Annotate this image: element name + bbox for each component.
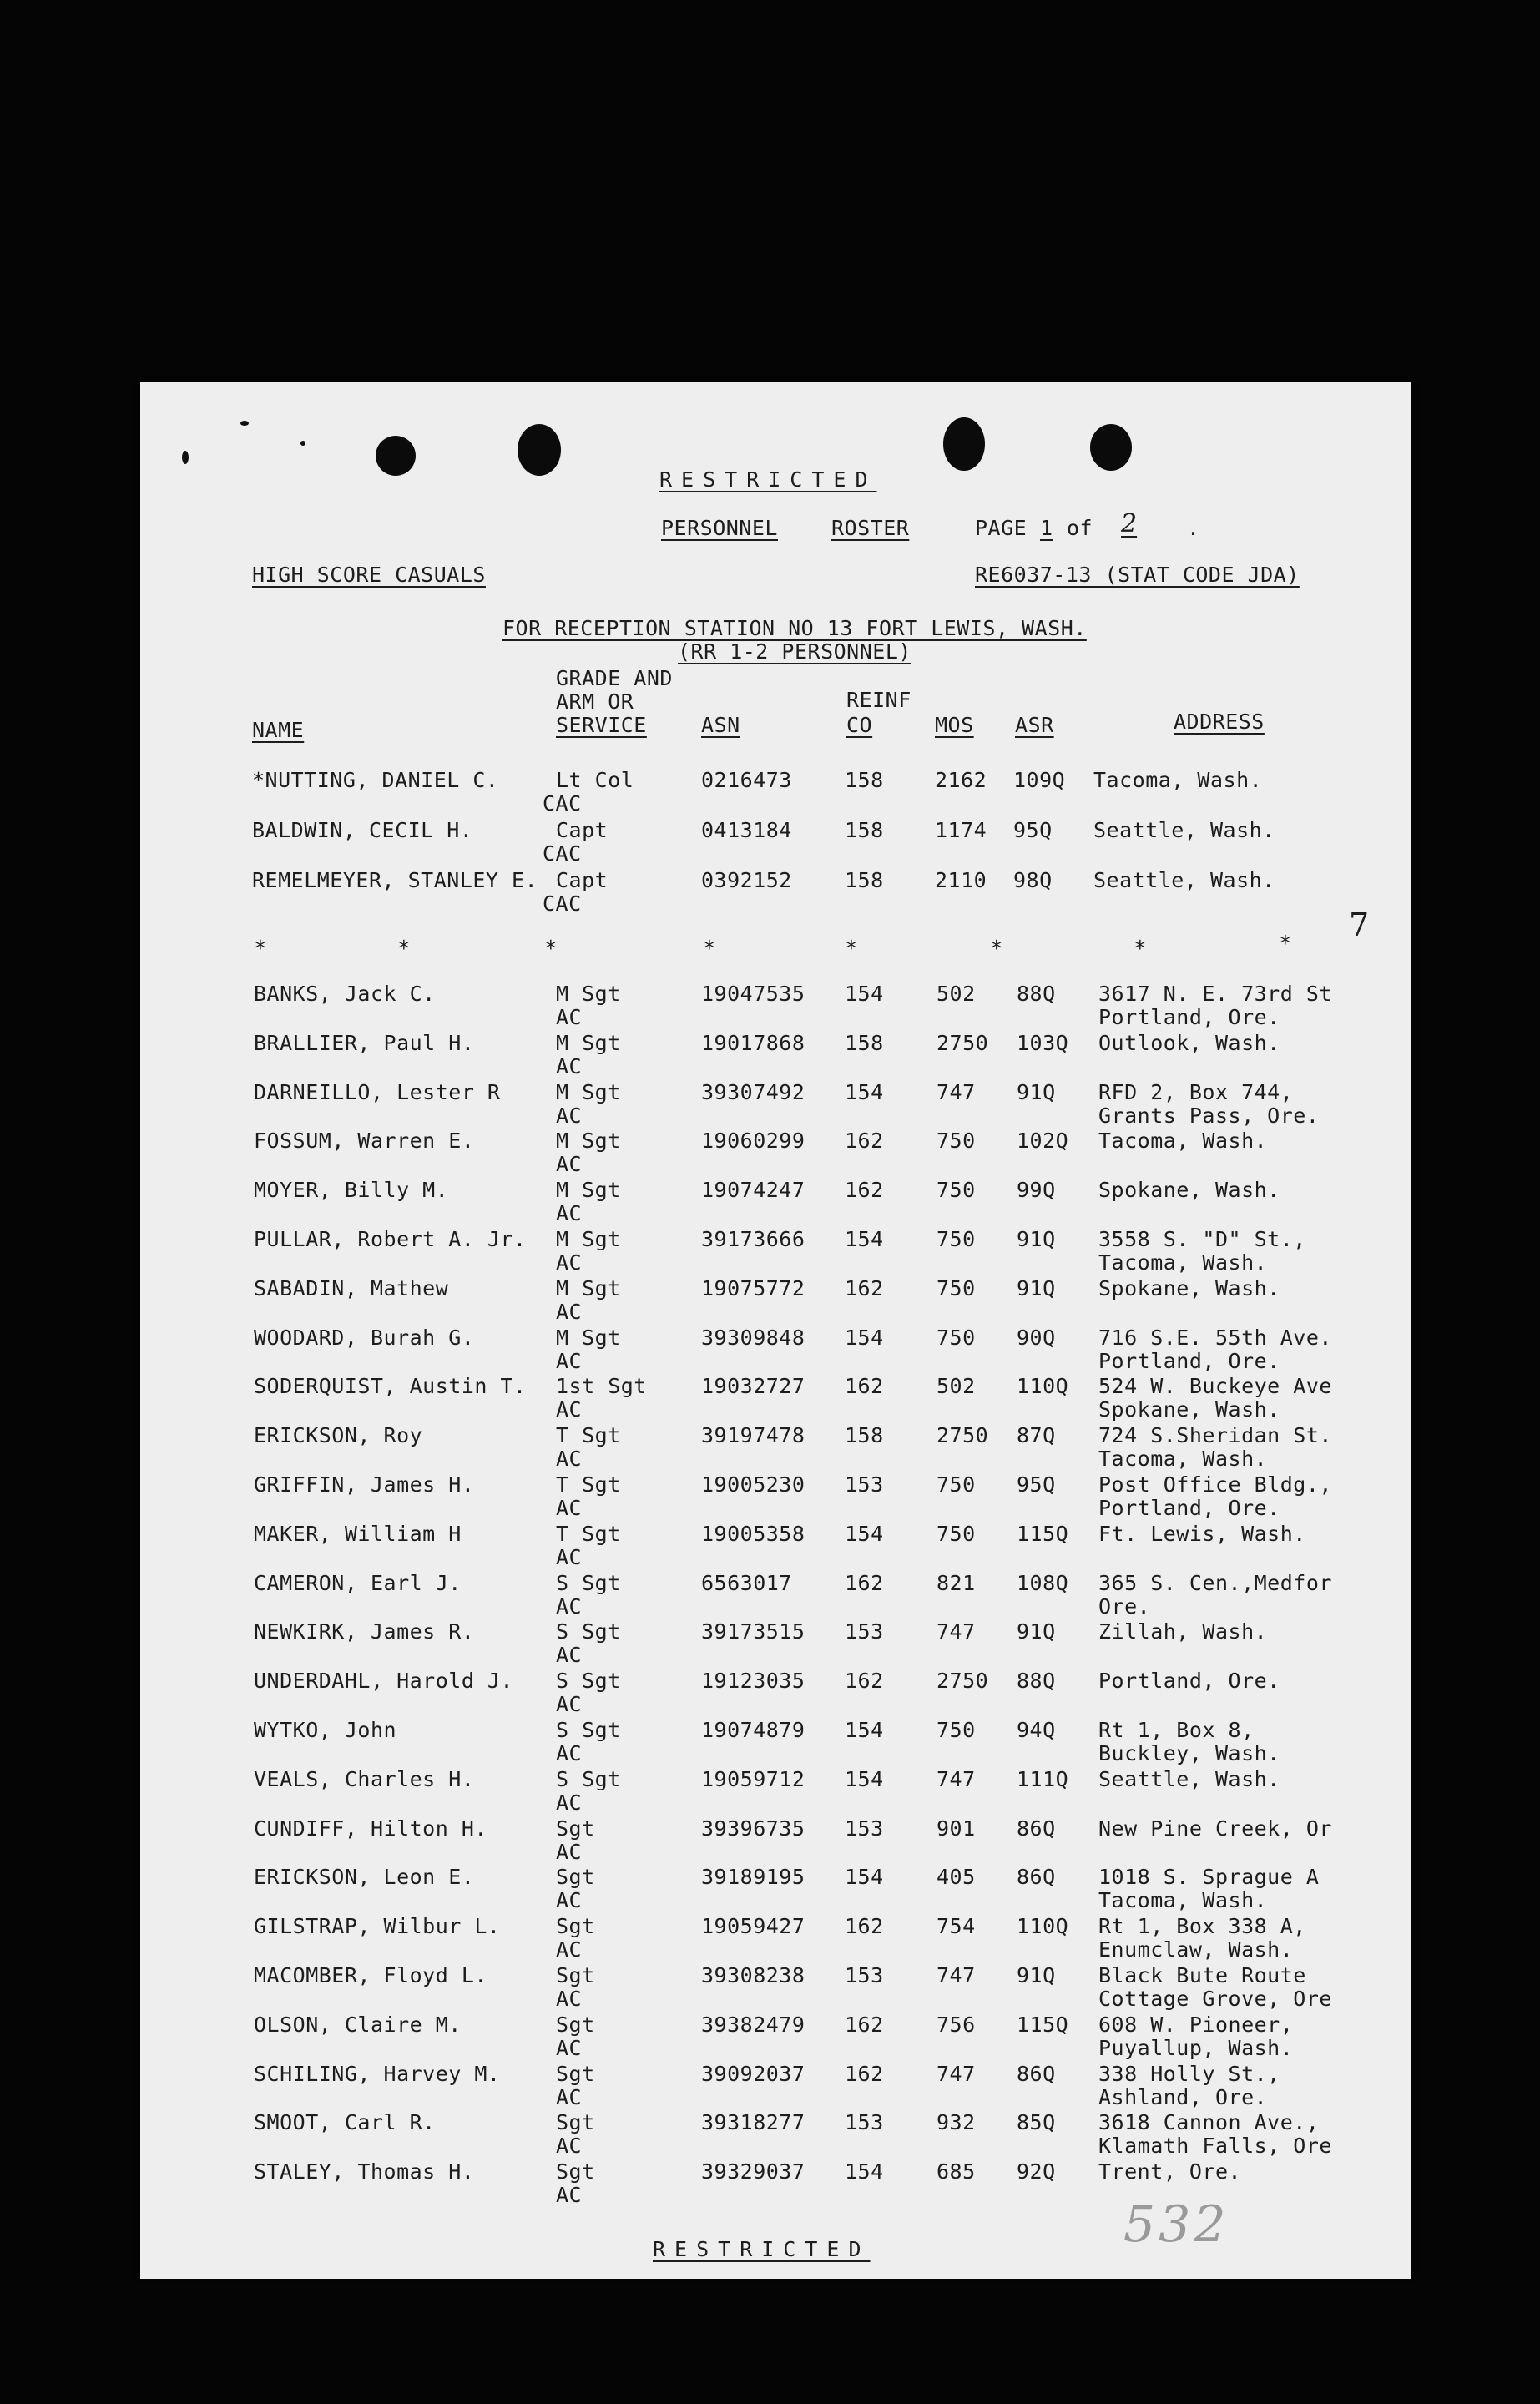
asr-cell: 94Q bbox=[1017, 1718, 1056, 1742]
ink-speck bbox=[240, 421, 249, 426]
asn-cell: 39189195 bbox=[701, 1865, 805, 1890]
arm-service-cell: AC bbox=[556, 1643, 583, 1668]
col-grade-l3: SERVICE bbox=[556, 713, 647, 737]
mos-cell: 750 bbox=[937, 1129, 976, 1154]
reinf-co-cell: 162 bbox=[845, 2061, 884, 2086]
asr-cell: 102Q bbox=[1017, 1129, 1069, 1154]
asr-cell: 92Q bbox=[1017, 2159, 1056, 2184]
reinf-co-cell: 154 bbox=[845, 1718, 884, 1742]
arm-service-cell: AC bbox=[556, 1201, 583, 1226]
grade-cell: Lt Col bbox=[556, 768, 634, 792]
order-code: RE6037-13 (STAT CODE JDA) bbox=[975, 563, 1300, 587]
separator-star: * bbox=[703, 937, 717, 962]
soldier-name: FOSSUM, Warren E. bbox=[254, 1129, 475, 1154]
asn-cell: 39309848 bbox=[701, 1325, 805, 1350]
grade-cell: Sgt bbox=[556, 1816, 595, 1841]
mos-cell: 747 bbox=[937, 1766, 976, 1791]
reinf-co-cell: 158 bbox=[845, 1030, 884, 1055]
separator-star: * bbox=[397, 937, 412, 962]
soldier-name: WYTKO, John bbox=[254, 1718, 397, 1742]
soldier-name: GRIFFIN, James H. bbox=[254, 1472, 475, 1497]
classification-bottom: RESTRICTED bbox=[653, 2237, 871, 2261]
mos-cell: 750 bbox=[937, 1275, 976, 1300]
mos-cell: 1174 bbox=[935, 818, 987, 842]
asr-cell: 115Q bbox=[1017, 2012, 1069, 2037]
mos-cell: 750 bbox=[937, 1521, 976, 1546]
asn-cell: 0392152 bbox=[701, 868, 792, 892]
arm-service-cell: AC bbox=[556, 1937, 583, 1962]
mos-cell: 2750 bbox=[937, 1030, 989, 1055]
soldier-name: PULLAR, Robert A. Jr. bbox=[254, 1227, 527, 1251]
asn-cell: 19074247 bbox=[701, 1178, 805, 1203]
reinf-co-cell: 158 bbox=[845, 868, 884, 892]
grade-cell: Sgt bbox=[556, 1963, 595, 1987]
asn-cell: 39173515 bbox=[701, 1619, 805, 1644]
arm-service-cell: CAC bbox=[543, 791, 582, 816]
soldier-name: SCHILING, Harvey M. bbox=[254, 2061, 501, 2086]
page-label: PAGE bbox=[975, 516, 1028, 540]
address-line1: 3558 S. "D" St., bbox=[1098, 1227, 1306, 1251]
soldier-name: MAKER, William H bbox=[254, 1521, 462, 1546]
address-line1: Rt 1, Box 338 A, bbox=[1098, 1914, 1306, 1939]
mos-cell: 2750 bbox=[937, 1669, 989, 1694]
asn-cell: 0216473 bbox=[701, 768, 792, 792]
mos-cell: 750 bbox=[937, 1178, 976, 1203]
col-grade-l1: GRADE AND bbox=[556, 666, 673, 690]
grade-cell: M Sgt bbox=[556, 1275, 621, 1300]
arm-service-cell: AC bbox=[556, 1839, 583, 1864]
address-line1: Spokane, Wash. bbox=[1098, 1275, 1280, 1300]
address-line1: 1018 S. Sprague A bbox=[1098, 1865, 1320, 1890]
punch-hole bbox=[1090, 424, 1132, 471]
arm-service-cell: AC bbox=[556, 1152, 583, 1177]
address-line2: Tacoma, Wash. bbox=[1098, 1888, 1268, 1913]
address-line1: Seattle, Wash. bbox=[1093, 818, 1275, 842]
asr-cell: 86Q bbox=[1017, 1865, 1056, 1890]
arm-service-cell: AC bbox=[556, 1544, 583, 1569]
col-grade-l2: ARM OR bbox=[556, 689, 634, 714]
asr-cell: 98Q bbox=[1013, 868, 1053, 892]
ink-speck bbox=[300, 441, 305, 446]
asr-cell: 95Q bbox=[1017, 1472, 1056, 1497]
separator-star: * bbox=[845, 937, 859, 962]
reinf-co-cell: 153 bbox=[845, 1816, 884, 1841]
grade-cell: T Sgt bbox=[556, 1423, 621, 1448]
address-line1: 608 W. Pioneer, bbox=[1098, 2012, 1294, 2037]
address-line1: Spokane, Wash. bbox=[1098, 1178, 1280, 1203]
arm-service-cell: AC bbox=[556, 1053, 583, 1078]
address-line1: 524 W. Buckeye Ave bbox=[1098, 1374, 1332, 1399]
asr-cell: 86Q bbox=[1017, 2061, 1056, 2086]
asn-cell: 39092037 bbox=[701, 2061, 805, 2086]
asn-cell: 19032727 bbox=[701, 1374, 805, 1399]
mos-cell: 2162 bbox=[935, 768, 987, 792]
address-line1: 724 S.Sheridan St. bbox=[1098, 1423, 1332, 1448]
soldier-name: SMOOT, Carl R. bbox=[254, 2110, 436, 2135]
soldier-name: SODERQUIST, Austin T. bbox=[254, 1374, 527, 1399]
mos-cell: 821 bbox=[937, 1570, 976, 1595]
asr-cell: 91Q bbox=[1017, 1619, 1056, 1644]
reinf-co-cell: 153 bbox=[845, 1619, 884, 1644]
reinf-co-cell: 153 bbox=[845, 1963, 884, 1987]
soldier-name: ERICKSON, Roy bbox=[254, 1423, 423, 1448]
arm-service-cell: AC bbox=[556, 1741, 583, 1765]
roster-title-personnel: PERSONNEL bbox=[661, 516, 778, 540]
asn-cell: 19074879 bbox=[701, 1718, 805, 1742]
grade-cell: S Sgt bbox=[556, 1570, 621, 1595]
reinf-co-cell: 154 bbox=[845, 2159, 884, 2184]
mos-cell: 502 bbox=[937, 982, 976, 1006]
grade-cell: S Sgt bbox=[556, 1669, 621, 1694]
address-line1: Tacoma, Wash. bbox=[1098, 1129, 1268, 1154]
soldier-name: CUNDIFF, Hilton H. bbox=[254, 1816, 487, 1841]
grade-cell: Capt bbox=[556, 818, 608, 842]
asr-cell: 86Q bbox=[1017, 1816, 1056, 1841]
asr-cell: 87Q bbox=[1017, 1423, 1056, 1448]
soldier-name: CAMERON, Earl J. bbox=[254, 1570, 462, 1595]
address-line2: Buckley, Wash. bbox=[1098, 1741, 1280, 1765]
mos-cell: 747 bbox=[937, 1079, 976, 1104]
asn-cell: 39329037 bbox=[701, 2159, 805, 2184]
address-line1: Zillah, Wash. bbox=[1098, 1619, 1268, 1644]
reinf-co-cell: 162 bbox=[845, 1275, 884, 1300]
asn-cell: 39382479 bbox=[701, 2012, 805, 2037]
grade-cell: S Sgt bbox=[556, 1619, 621, 1644]
address-line1: Trent, Ore. bbox=[1098, 2159, 1242, 2184]
grade-cell: Sgt bbox=[556, 2061, 595, 2086]
soldier-name: DARNEILLO, Lester R bbox=[254, 1079, 501, 1104]
asn-cell: 0413184 bbox=[701, 818, 792, 842]
address-line1: Portland, Ore. bbox=[1098, 1669, 1280, 1694]
grade-cell: M Sgt bbox=[556, 1129, 621, 1154]
asr-cell: 111Q bbox=[1017, 1766, 1069, 1791]
ink-speck bbox=[182, 451, 189, 464]
address-line2: Klamath Falls, Ore bbox=[1098, 2134, 1332, 2159]
arm-service-cell: AC bbox=[556, 2035, 583, 2060]
mos-cell: 756 bbox=[937, 2012, 976, 2037]
asn-cell: 39197478 bbox=[701, 1423, 805, 1448]
arm-service-cell: AC bbox=[556, 1250, 583, 1275]
grade-cell: Sgt bbox=[556, 1865, 595, 1890]
mos-cell: 405 bbox=[937, 1865, 976, 1890]
reinf-co-cell: 154 bbox=[845, 1079, 884, 1104]
col-mos: MOS bbox=[935, 713, 974, 737]
punch-hole bbox=[376, 436, 416, 476]
arm-service-cell: AC bbox=[556, 1888, 583, 1913]
asn-cell: 39173666 bbox=[701, 1227, 805, 1251]
asn-cell: 39396735 bbox=[701, 1816, 805, 1841]
asr-cell: 85Q bbox=[1017, 2110, 1056, 2135]
grade-cell: T Sgt bbox=[556, 1521, 621, 1546]
address-line1: Seattle, Wash. bbox=[1098, 1766, 1280, 1791]
mos-cell: 750 bbox=[937, 1472, 976, 1497]
address-line2: Spokane, Wash. bbox=[1098, 1397, 1280, 1422]
asr-cell: 109Q bbox=[1013, 768, 1066, 792]
asr-cell: 110Q bbox=[1017, 1914, 1069, 1939]
roster-title-roster: ROSTER bbox=[831, 516, 910, 540]
arm-service-cell: AC bbox=[556, 1593, 583, 1619]
address-line1: 3618 Cannon Ave., bbox=[1098, 2110, 1320, 2135]
soldier-name: NEWKIRK, James R. bbox=[254, 1619, 475, 1644]
asn-cell: 19017868 bbox=[701, 1030, 805, 1055]
asn-cell: 19060299 bbox=[701, 1129, 805, 1154]
page-end: . bbox=[1187, 516, 1200, 540]
grade-cell: S Sgt bbox=[556, 1718, 621, 1742]
grade-cell: Sgt bbox=[556, 1914, 595, 1939]
separator-star: * bbox=[990, 937, 1004, 962]
address-line1: New Pine Creek, Or bbox=[1098, 1816, 1332, 1841]
address-line1: 365 S. Cen.,Medfor bbox=[1098, 1570, 1332, 1595]
address-line1: Post Office Bldg., bbox=[1098, 1472, 1332, 1497]
asr-cell: 95Q bbox=[1013, 818, 1053, 842]
asr-cell: 88Q bbox=[1017, 1669, 1056, 1694]
address-line1: 3617 N. E. 73rd St bbox=[1098, 982, 1332, 1006]
asn-cell: 19075772 bbox=[701, 1275, 805, 1300]
arm-service-cell: AC bbox=[556, 1692, 583, 1717]
address-line2: Portland, Ore. bbox=[1098, 1348, 1280, 1373]
asn-cell: 39318277 bbox=[701, 2110, 805, 2135]
address-line2: Enumclaw, Wash. bbox=[1098, 1937, 1294, 1962]
address-line2: Puyallup, Wash. bbox=[1098, 2035, 1294, 2060]
grade-cell: M Sgt bbox=[556, 982, 621, 1006]
col-name: NAME bbox=[252, 718, 305, 742]
grade-cell: M Sgt bbox=[556, 1079, 621, 1104]
asr-cell: 103Q bbox=[1017, 1030, 1069, 1055]
mos-cell: 901 bbox=[937, 1816, 976, 1841]
asn-cell: 39307492 bbox=[701, 1079, 805, 1104]
arm-service-cell: AC bbox=[556, 1447, 583, 1472]
separator-star: * bbox=[1134, 937, 1148, 962]
asr-cell: 91Q bbox=[1017, 1275, 1056, 1300]
grade-cell: 1st Sgt bbox=[556, 1374, 647, 1399]
asn-cell: 19123035 bbox=[701, 1669, 805, 1694]
soldier-name: UNDERDAHL, Harold J. bbox=[254, 1669, 514, 1694]
address-line1: Ft. Lewis, Wash. bbox=[1098, 1521, 1306, 1546]
arm-service-cell: AC bbox=[556, 2134, 583, 2159]
soldier-name: BRALLIER, Paul H. bbox=[254, 1030, 475, 1055]
reinf-co-cell: 162 bbox=[845, 1178, 884, 1203]
reinf-co-cell: 162 bbox=[845, 1914, 884, 1939]
reinf-co-cell: 162 bbox=[845, 1570, 884, 1595]
page-number: 1 bbox=[1040, 516, 1053, 540]
soldier-name: *NUTTING, DANIEL C. bbox=[252, 768, 499, 792]
reinf-co-cell: 162 bbox=[845, 1669, 884, 1694]
mos-cell: 750 bbox=[937, 1325, 976, 1350]
asn-cell: 19005230 bbox=[701, 1472, 805, 1497]
mos-cell: 754 bbox=[937, 1914, 976, 1939]
asr-cell: 91Q bbox=[1017, 1963, 1056, 1987]
soldier-name: VEALS, Charles H. bbox=[254, 1766, 475, 1791]
personnel-subtitle: (RR 1-2 PERSONNEL) bbox=[678, 639, 911, 664]
soldier-name: OLSON, Claire M. bbox=[254, 2012, 462, 2037]
address-line2: Ore. bbox=[1098, 1593, 1151, 1619]
soldier-name: MACOMBER, Floyd L. bbox=[254, 1963, 487, 1987]
arm-service-cell: AC bbox=[556, 1790, 583, 1815]
reinf-co-cell: 154 bbox=[845, 1227, 884, 1251]
margin-mark: 7 bbox=[1349, 907, 1370, 943]
address-line1: Seattle, Wash. bbox=[1093, 868, 1275, 892]
soldier-name: SABADIN, Mathew bbox=[254, 1275, 449, 1300]
reinf-co-cell: 154 bbox=[845, 1325, 884, 1350]
handwritten-number: 532 bbox=[1123, 2195, 1229, 2254]
reinf-co-cell: 153 bbox=[845, 2110, 884, 2135]
arm-service-cell: AC bbox=[556, 1299, 583, 1324]
soldier-name: WOODARD, Burah G. bbox=[254, 1325, 475, 1350]
grade-cell: M Sgt bbox=[556, 1227, 621, 1251]
grade-cell: T Sgt bbox=[556, 1472, 621, 1497]
address-line2: Grants Pass, Ore. bbox=[1098, 1103, 1320, 1128]
mos-cell: 2750 bbox=[937, 1423, 989, 1448]
asr-cell: 115Q bbox=[1017, 1521, 1069, 1546]
address-line1: RFD 2, Box 744, bbox=[1098, 1079, 1294, 1104]
asr-cell: 90Q bbox=[1017, 1325, 1056, 1350]
address-line2: Portland, Ore. bbox=[1098, 1496, 1280, 1520]
page-total: 2 bbox=[1121, 509, 1138, 538]
grade-cell: Sgt bbox=[556, 2159, 595, 2184]
address-line2: Portland, Ore. bbox=[1098, 1005, 1280, 1029]
asn-cell: 19047535 bbox=[701, 982, 805, 1006]
arm-service-cell: CAC bbox=[543, 891, 582, 916]
asr-cell: 99Q bbox=[1017, 1178, 1056, 1203]
col-reinf-l2: CO bbox=[846, 713, 873, 737]
address-line1: 338 Holly St., bbox=[1098, 2061, 1280, 2086]
classification-top: RESTRICTED bbox=[659, 467, 877, 492]
reinf-co-cell: 158 bbox=[845, 1423, 884, 1448]
mos-cell: 2110 bbox=[935, 868, 987, 892]
col-reinf-l1: REINF bbox=[846, 688, 911, 712]
grade-cell: M Sgt bbox=[556, 1030, 621, 1055]
arm-service-cell: AC bbox=[556, 1005, 583, 1029]
mos-cell: 932 bbox=[937, 2110, 976, 2135]
reinf-co-cell: 158 bbox=[845, 768, 884, 792]
arm-service-cell: AC bbox=[556, 1103, 583, 1128]
soldier-name: BALDWIN, CECIL H. bbox=[252, 818, 473, 842]
reinf-co-cell: 154 bbox=[845, 1766, 884, 1791]
col-address: ADDRESS bbox=[1174, 710, 1265, 734]
reinf-co-cell: 153 bbox=[845, 1472, 884, 1497]
soldier-name: REMELMEYER, STANLEY E. bbox=[252, 868, 538, 892]
soldier-name: STALEY, Thomas H. bbox=[254, 2159, 475, 2184]
reinf-co-cell: 162 bbox=[845, 2012, 884, 2037]
punch-hole bbox=[943, 417, 985, 471]
page-of: of bbox=[1067, 516, 1093, 540]
grade-cell: Sgt bbox=[556, 2110, 595, 2135]
asn-cell: 19005358 bbox=[701, 1521, 805, 1546]
mos-cell: 750 bbox=[937, 1227, 976, 1251]
reinf-co-cell: 158 bbox=[845, 818, 884, 842]
mos-cell: 750 bbox=[937, 1718, 976, 1742]
address-line1: 716 S.E. 55th Ave. bbox=[1098, 1325, 1332, 1350]
col-asn: ASN bbox=[701, 713, 740, 737]
asr-cell: 91Q bbox=[1017, 1227, 1056, 1251]
punch-hole bbox=[518, 424, 561, 476]
mos-cell: 747 bbox=[937, 1963, 976, 1987]
soldier-name: ERICKSON, Leon E. bbox=[254, 1865, 475, 1890]
grade-cell: M Sgt bbox=[556, 1178, 621, 1203]
mos-cell: 502 bbox=[937, 1374, 976, 1399]
address-line1: Outlook, Wash. bbox=[1098, 1030, 1280, 1055]
asr-cell: 91Q bbox=[1017, 1079, 1056, 1104]
arm-service-cell: AC bbox=[556, 2183, 583, 2208]
arm-service-cell: AC bbox=[556, 1348, 583, 1373]
asr-cell: 108Q bbox=[1017, 1570, 1069, 1595]
asn-cell: 19059712 bbox=[701, 1766, 805, 1791]
arm-service-cell: AC bbox=[556, 2084, 583, 2109]
roster-page bbox=[140, 382, 1411, 2279]
roster-category: HIGH SCORE CASUALS bbox=[252, 563, 486, 587]
asn-cell: 19059427 bbox=[701, 1914, 805, 1939]
arm-service-cell: CAC bbox=[543, 841, 582, 866]
asr-cell: 110Q bbox=[1017, 1374, 1069, 1399]
grade-cell: Sgt bbox=[556, 2012, 595, 2037]
asn-cell: 6563017 bbox=[701, 1570, 792, 1595]
arm-service-cell: AC bbox=[556, 1987, 583, 2011]
col-asr: ASR bbox=[1015, 713, 1054, 737]
address-line2: Tacoma, Wash. bbox=[1098, 1250, 1268, 1275]
address-line1: Rt 1, Box 8, bbox=[1098, 1718, 1255, 1742]
address-line2: Tacoma, Wash. bbox=[1098, 1447, 1268, 1472]
grade-cell: Capt bbox=[556, 868, 608, 892]
reinf-co-cell: 154 bbox=[845, 1521, 884, 1546]
asr-cell: 88Q bbox=[1017, 982, 1056, 1006]
address-line1: Black Bute Route bbox=[1098, 1963, 1306, 1987]
mos-cell: 747 bbox=[937, 2061, 976, 2086]
separator-star: * bbox=[1279, 932, 1293, 957]
grade-cell: S Sgt bbox=[556, 1766, 621, 1791]
reinf-co-cell: 162 bbox=[845, 1374, 884, 1399]
arm-service-cell: AC bbox=[556, 1496, 583, 1520]
reinf-co-cell: 154 bbox=[845, 982, 884, 1006]
mos-cell: 747 bbox=[937, 1619, 976, 1644]
reinf-co-cell: 162 bbox=[845, 1129, 884, 1154]
separator-star: * bbox=[254, 937, 268, 962]
address-line1: Tacoma, Wash. bbox=[1093, 768, 1263, 792]
grade-cell: M Sgt bbox=[556, 1325, 621, 1350]
arm-service-cell: AC bbox=[556, 1397, 583, 1422]
asn-cell: 39308238 bbox=[701, 1963, 805, 1987]
soldier-name: GILSTRAP, Wilbur L. bbox=[254, 1914, 501, 1939]
separator-star: * bbox=[544, 937, 558, 962]
soldier-name: BANKS, Jack C. bbox=[254, 982, 436, 1006]
address-line2: Ashland, Ore. bbox=[1098, 2084, 1268, 2109]
address-line2: Cottage Grove, Ore bbox=[1098, 1987, 1332, 2011]
mos-cell: 685 bbox=[937, 2159, 976, 2184]
destination-line: FOR RECEPTION STATION NO 13 FORT LEWIS, WASH. bbox=[502, 616, 1087, 640]
soldier-name: MOYER, Billy M. bbox=[254, 1178, 449, 1203]
reinf-co-cell: 154 bbox=[845, 1865, 884, 1890]
